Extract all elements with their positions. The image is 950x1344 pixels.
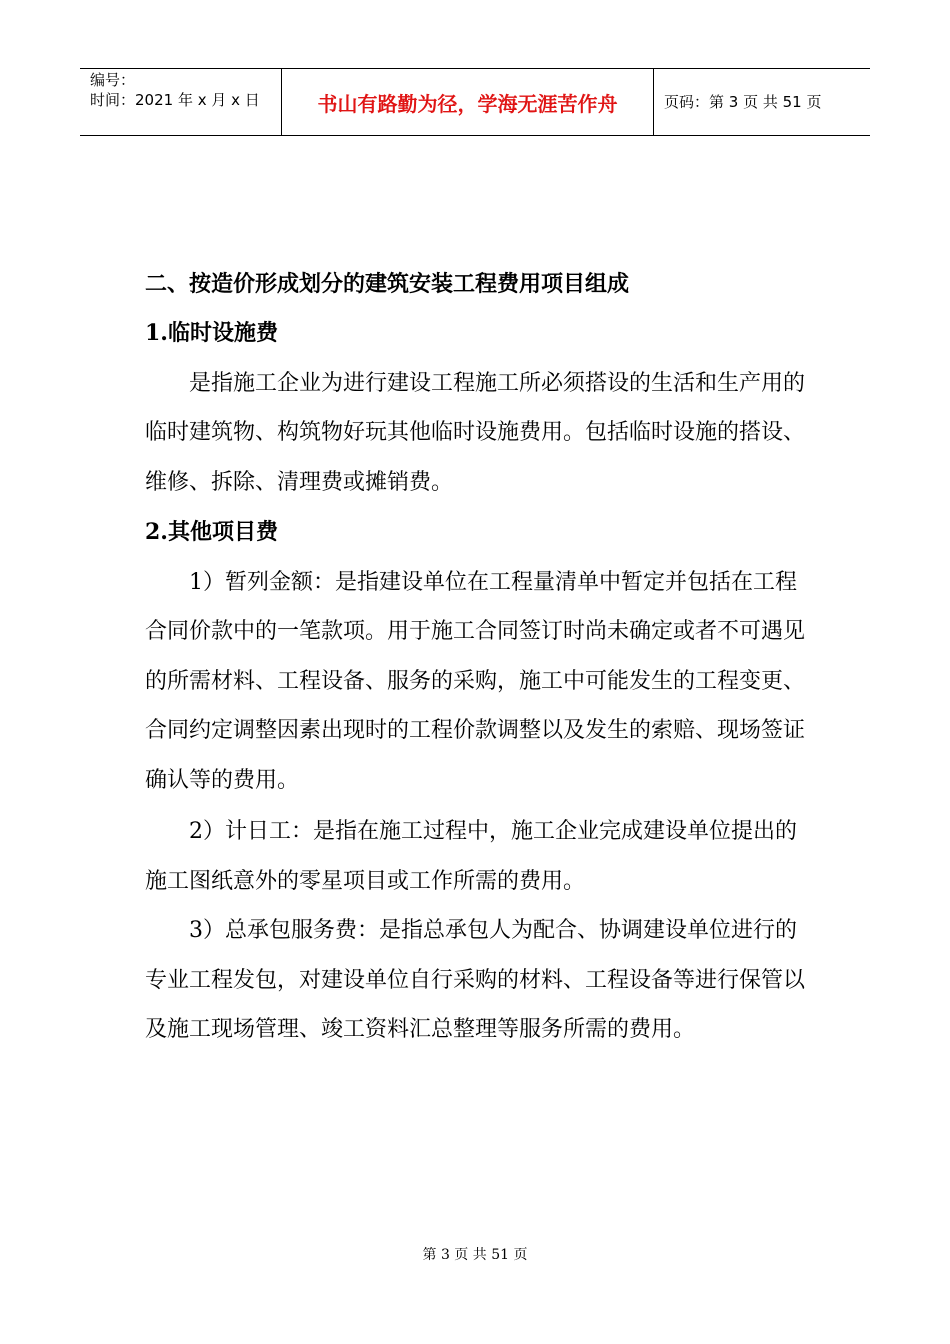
section-title-text: 二、按造价形成划分的建筑安装工程费用项目组成 [145,271,630,297]
item1-paragraph: 是指施工企业为进行建设工程施工所必须搭设的生活和生产用的临时建筑物、构筑物好玩其他临时设施费用。包括临时设施的搭设、维修、拆除、清理费或摊销费。 [145,370,806,495]
footer-page-number: 第 3 页 共 51 页 [422,1247,528,1263]
item2-block [145,508,809,805]
item1-block [145,309,809,507]
item2-paragraph-3: 3）总承包服务费：是指总承包人为配合、协调建设单位进行的专业工程发包，对建设单位自行采购的材料、工程设备等进行保管以及施工现场管理、竣工资料汇总整理等服务所需的费用。 [145,918,806,1042]
item2-block-2 [145,807,809,906]
header-meta-cell [80,69,282,135]
item1-title: 1.临时设施费 [145,320,278,346]
item2-paragraph-1: 1）暂列金额：是指建设单位在工程量清单中暂定并包括在工程合同价款中的一笔款项。用于施工合同签订时尚未确定或者不可遇见的所需材料、工程设备、服务的采购，施工中可能发生的工程变更、合同约定调整因素出现时的工程价款调整以及发生的索赔、现场签证确认等的费用。 [145,569,806,793]
item2-block-3 [145,906,809,1055]
header-page-cell [654,69,870,135]
document-number-label: 编号： [90,71,136,89]
document-header [80,68,870,136]
header-motto: 书山有路勤为径，学海无涯苦作舟 [317,92,618,116]
section-title [145,260,809,310]
header-motto-cell [282,69,654,135]
item2-title: 2.其他项目费 [145,519,278,545]
item2-paragraph-2: 2）计日工：是指在施工过程中，施工企业完成建设单位提出的施工图纸意外的零星项目或工作所需的费用。 [145,819,797,894]
document-date: 时间：2021 年 x 月 x 日 [90,91,260,109]
header-page-info: 页码：第 3 页 共 51 页 [664,93,822,111]
